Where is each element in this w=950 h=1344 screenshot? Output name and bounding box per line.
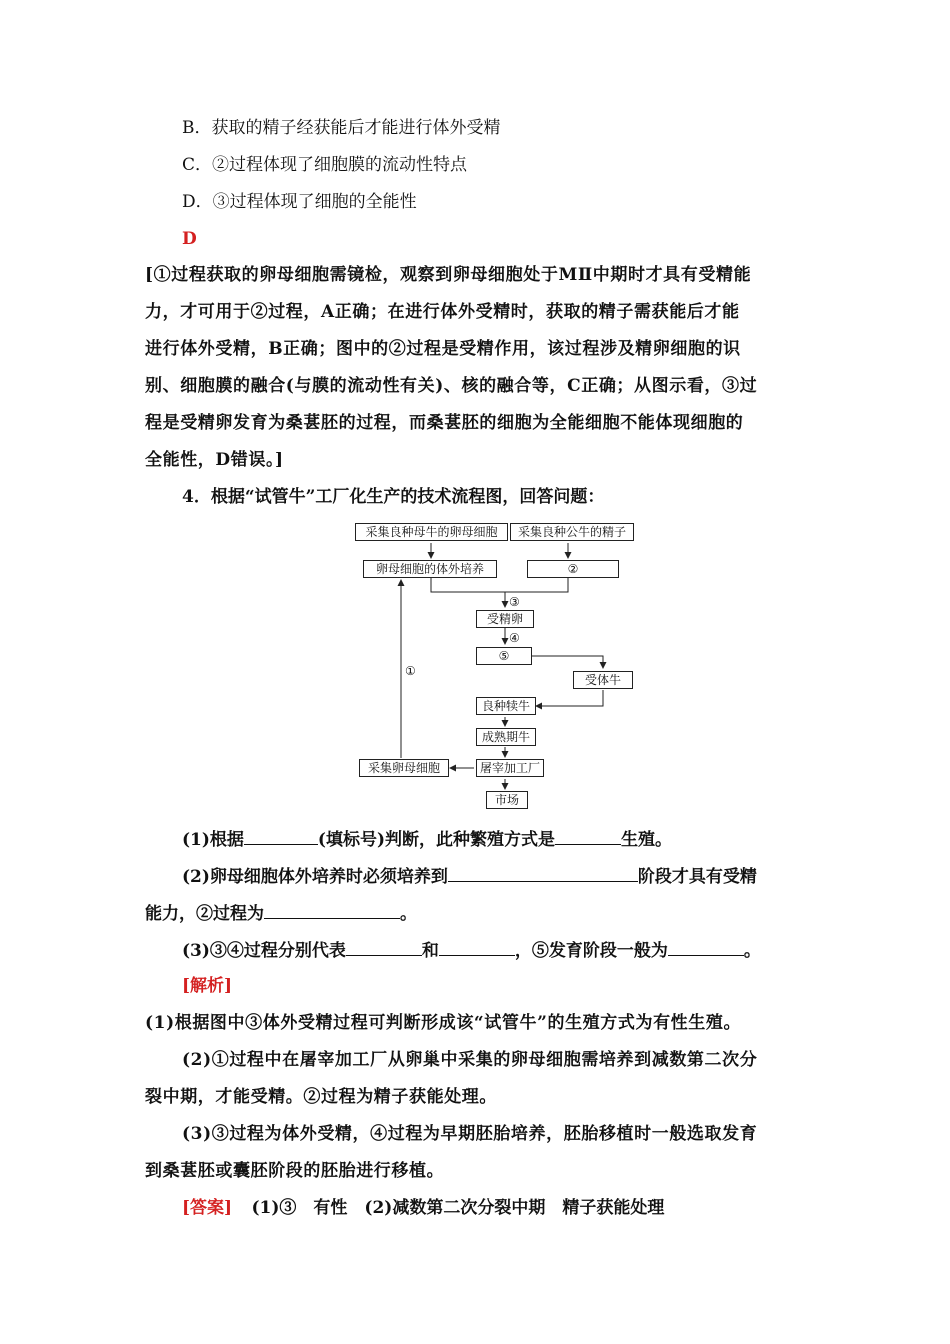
q3-text-d: 。 [743, 941, 761, 961]
box-oocyte-collect: 采集卵母细胞 [359, 759, 449, 777]
ivf-flow-diagram [355, 520, 645, 815]
q3-blank-3[interactable] [668, 939, 744, 956]
explanation-line: 力，才可用于②过程，A正确；在进行体外受精时，获取的精子需获能后才能 [145, 302, 740, 322]
explanation-line: 进行体外受精，B正确；图中的②过程是受精作用，该过程涉及精卵细胞的识 [145, 339, 741, 359]
analysis-line: 到桑葚胚或囊胚阶段的胚胎进行移植。 [145, 1161, 445, 1181]
box-slaughterhouse: 屠宰加工厂 [476, 759, 544, 777]
q2-blank-2[interactable] [264, 902, 400, 919]
answer-row [182, 1198, 842, 1218]
box-egg-collect: 采集良种母牛的卵母细胞 [355, 523, 508, 541]
answer-label: [答案] [182, 1198, 233, 1218]
box-recipient: 受体牛 [573, 671, 633, 689]
analysis-line: (1)根据图中③体外受精过程可判断形成该“试管牛”的生殖方式为有性生殖。 [145, 1013, 742, 1033]
q2-text-a: (2)卵母细胞体外培养时必须培养到 [182, 867, 448, 887]
box-step2-blank: ② [527, 560, 619, 578]
box-calf: 良种犊牛 [476, 697, 536, 715]
q1-text-c: 生殖。 [621, 830, 673, 850]
q3-blank-1[interactable] [346, 939, 422, 956]
option-c: C．②过程体现了细胞膜的流动性特点 [182, 155, 468, 175]
q3-blank-2[interactable] [439, 939, 515, 956]
analysis-line: 裂中期，才能受精。②过程为精子获能处理。 [145, 1087, 497, 1107]
q2-text-b: 阶段才具有受精 [637, 867, 757, 887]
explanation-line: 程是受精卵发育为桑葚胚的过程，而桑葚胚的细胞为全能细胞不能体现细胞的 [145, 413, 744, 433]
q3-text-b: 和 [421, 941, 439, 961]
explanation-line: [①过程获取的卵母细胞需镜检，观察到卵母细胞处于MⅡ中期时才具有受精能 [145, 265, 752, 285]
question-3 [182, 939, 842, 961]
box-step5-blank: ⑤ [476, 647, 532, 665]
question-2-cont [145, 902, 805, 924]
q2-blank-1[interactable] [448, 865, 638, 882]
q3-answer: D [182, 229, 197, 249]
q1-blank-1[interactable] [244, 828, 318, 845]
label-step1: ① [405, 664, 416, 678]
label-step4: ④ [509, 631, 520, 645]
label-step3: ③ [509, 595, 520, 609]
analysis-label: [解析] [182, 976, 233, 996]
explanation-line: 全能性，D错误。] [145, 450, 284, 470]
question-1 [182, 828, 842, 850]
option-d: D．③过程体现了细胞的全能性 [182, 192, 417, 212]
option-b: B．获取的精子经获能后才能进行体外受精 [182, 118, 501, 138]
analysis-line: (3)③过程为体外受精，④过程为早期胚胎培养，胚胎移植时一般选取发育 [182, 1124, 758, 1144]
box-sperm-collect: 采集良种公牛的精子 [510, 523, 634, 541]
q4-stem: 4．根据“试管牛”工厂化生产的技术流程图，回答问题： [182, 487, 605, 507]
box-market: 市场 [486, 791, 528, 809]
q1-text-a: (1)根据 [182, 830, 244, 850]
box-egg-culture: 卵母细胞的体外培养 [363, 560, 497, 578]
q1-blank-2[interactable] [555, 828, 621, 845]
explanation-line: 别、细胞膜的融合(与膜的流动性有关)、核的融合等，C正确；从图示看，③过 [145, 376, 758, 396]
answer-text: (1)③ 有性 (2)减数第二次分裂中期 精子获能处理 [251, 1198, 665, 1218]
analysis-line: (2)①过程中在屠宰加工厂从卵巢中采集的卵母细胞需培养到减数第二次分 [182, 1050, 758, 1070]
q3-text-c: ，⑤发育阶段一般为 [514, 941, 668, 961]
q1-text-b: (填标号)判断，此种繁殖方式是 [317, 830, 556, 850]
box-mature-cattle: 成熟期牛 [476, 728, 536, 746]
q2-text-c: 能力，②过程为 [145, 904, 264, 924]
question-2 [182, 865, 842, 887]
q2-text-d: 。 [400, 904, 417, 924]
box-zygote: 受精卵 [476, 610, 534, 628]
q3-text-a: (3)③④过程分别代表 [182, 941, 346, 961]
